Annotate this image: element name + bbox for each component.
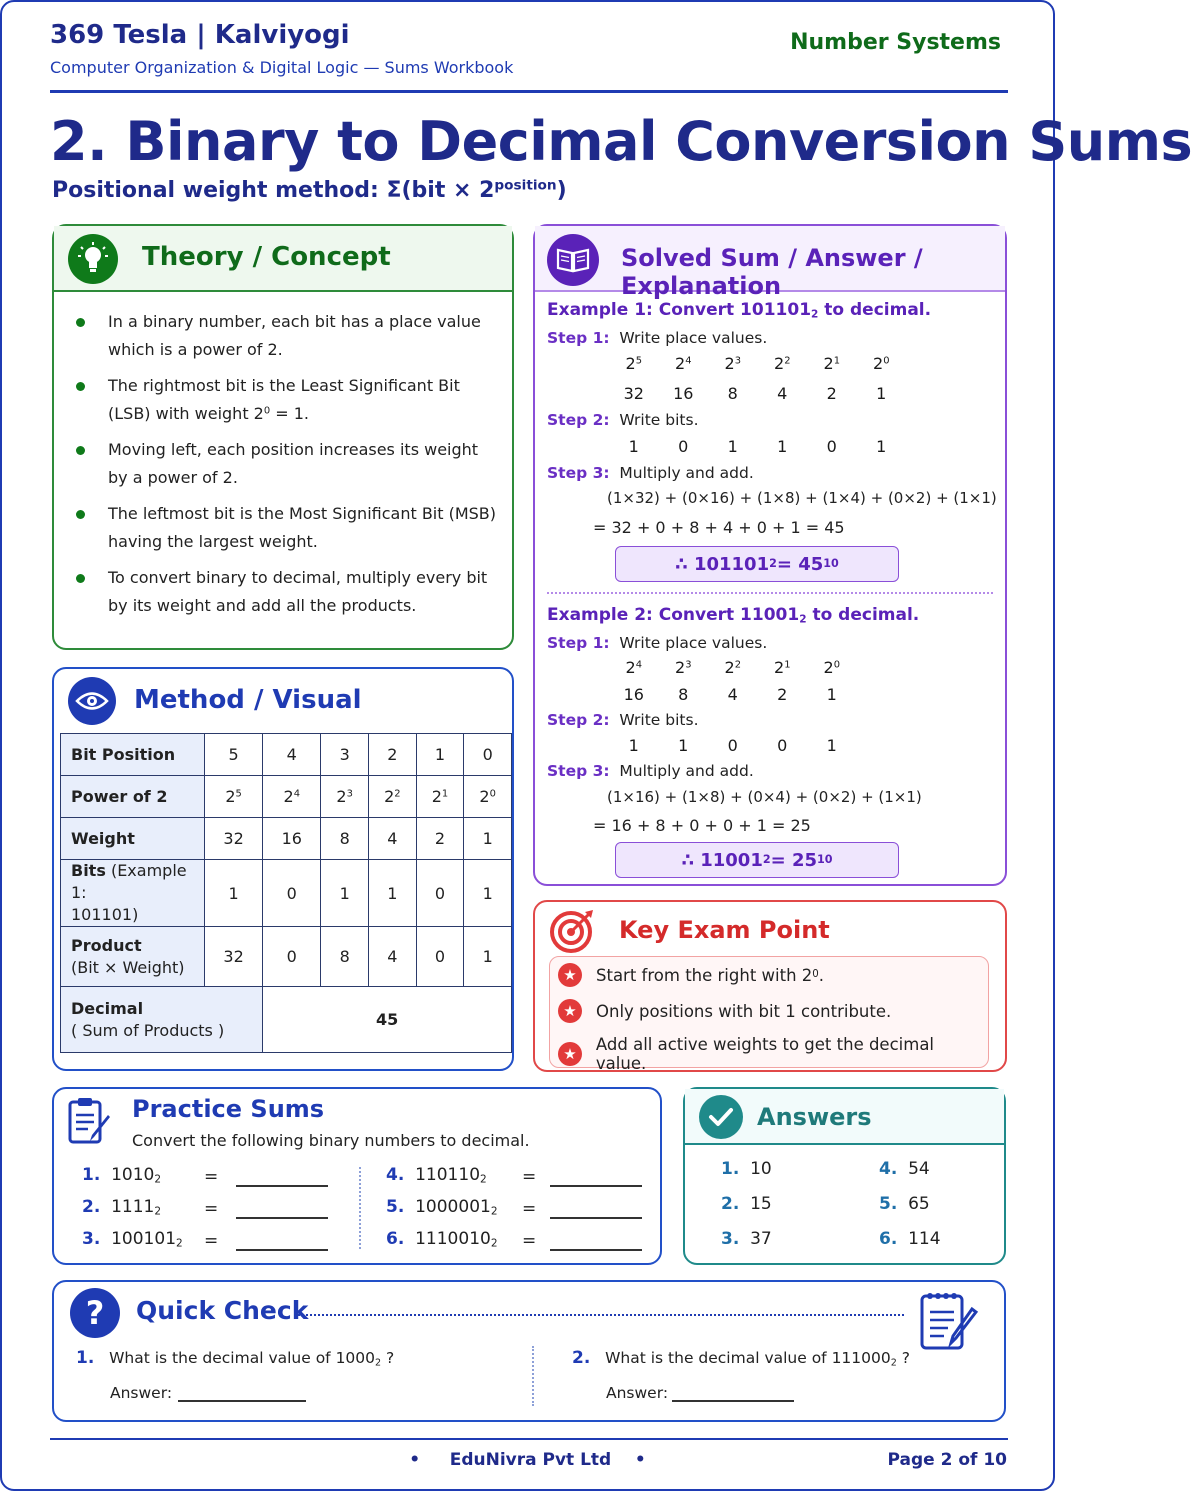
example-1-powers: [609, 354, 906, 373]
page-number: Page 2 of 10: [887, 1450, 1007, 1470]
answer-item: 1. 10: [721, 1159, 772, 1179]
answer-item: 4. 54: [879, 1159, 930, 1179]
bit-cell: 1: [628, 736, 639, 755]
theory-list: [82, 308, 502, 628]
star-icon: ★: [558, 1042, 582, 1066]
decimal-result: 45: [263, 987, 512, 1053]
bit-cell: 1: [876, 437, 887, 456]
quick-divider: [532, 1346, 534, 1406]
equals-sign: =: [522, 1167, 537, 1187]
table-cell: 1: [464, 860, 512, 927]
table-cell: $2^0$: [464, 776, 512, 818]
example-2-weights: [609, 685, 857, 704]
table-cell: $2^3$: [321, 776, 369, 818]
heading-dotted-line: [298, 1314, 904, 1316]
brand-subtitle: Computer Organization & Digital Logic — Sums Workbook: [50, 58, 514, 77]
example-2-title: Example 2: Convert $11001_2$ to decimal.: [547, 605, 920, 626]
example-1-answer: ∴ 101101 2 = 45 10: [615, 546, 899, 582]
practice-item: 1. $1010_2$: [82, 1165, 162, 1186]
example-1-title: Example 1: Convert $101101_2$ to decimal.: [547, 300, 932, 321]
weight-cell: 4: [727, 685, 738, 704]
answer-label: Answer:: [110, 1384, 173, 1402]
header-divider: [50, 90, 1008, 93]
method-heading: Method / Visual: [134, 685, 362, 715]
key-exam-card: [533, 900, 1007, 1072]
example-1-step-2: Step 2: Write bits.: [547, 411, 699, 429]
table-cell: 32: [205, 818, 263, 860]
row-label: Power of 2: [61, 776, 205, 818]
table-cell: $2^1$: [416, 776, 464, 818]
theory-card: [52, 224, 514, 650]
example-1-bits: [609, 437, 906, 456]
table-cell: 4: [263, 734, 321, 776]
table-cell: 4: [369, 927, 417, 987]
method-card: [52, 667, 514, 1071]
table-cell: 1: [321, 860, 369, 927]
answer-item: 5. 65: [879, 1194, 930, 1214]
answer-item: 6. 114: [879, 1229, 941, 1249]
example-2-bits: [609, 736, 857, 755]
star-icon: ★: [558, 963, 582, 987]
equals-sign: =: [204, 1231, 219, 1251]
table-cell: $2^4$: [263, 776, 321, 818]
power-cell: $2^4$: [675, 354, 692, 373]
answer-item: 3. 37: [721, 1229, 772, 1249]
answer-blank[interactable]: [672, 1400, 794, 1402]
quick-check-card: [52, 1280, 1006, 1422]
table-row: [61, 818, 512, 860]
theory-point: The rightmost bit is the Least Significant Bit (LSB) with weight $2^0 = 1$.: [82, 372, 502, 428]
power-cell: $2^0$: [823, 658, 840, 677]
power-cell: $2^0$: [873, 354, 890, 373]
method-header: [54, 669, 512, 731]
practice-divider: [359, 1167, 361, 1249]
weight-cell: 4: [777, 384, 788, 403]
key-point: ★ Add all active weights to get the decimal value.: [558, 1035, 988, 1073]
bit-cell: 0: [777, 736, 788, 755]
row-label: Decimal ( Sum of Products ): [61, 987, 263, 1053]
example-1-step-1: Step 1: Write place values.: [547, 329, 768, 347]
power-cell: $2^3$: [724, 354, 741, 373]
row-label: Bit Position: [61, 734, 205, 776]
table-row: [61, 860, 512, 927]
key-point: ★ Only positions with bit 1 contribute.: [558, 999, 891, 1023]
table-cell: 1: [464, 818, 512, 860]
bit-cell: 0: [727, 736, 738, 755]
weight-cell: 2: [826, 384, 837, 403]
row-label: Product (Bit × Weight): [61, 927, 205, 987]
practice-instruction: Convert the following binary numbers to decimal.: [132, 1131, 530, 1150]
row-label: Weight: [61, 818, 205, 860]
practice-item: 2. $1111_2$: [82, 1197, 162, 1218]
weight-cell: 32: [623, 384, 644, 403]
quick-check-heading: Quick Check: [136, 1296, 309, 1325]
weight-cell: 1: [826, 685, 837, 704]
table-cell: 8: [321, 818, 369, 860]
example-1-sum: = 32 + 0 + 8 + 4 + 0 + 1 = 45: [593, 518, 845, 537]
power-cell: $2^5$: [625, 354, 642, 373]
example-1-step-3: Step 3: Multiply and add.: [547, 464, 754, 482]
example-2-step-1: Step 1: Write place values.: [547, 634, 768, 652]
table-cell: 1: [369, 860, 417, 927]
practice-item: 4. $110110_2$: [386, 1165, 487, 1186]
example-2-answer: ∴ 11001 2 = 25 10: [615, 842, 899, 878]
theory-point: Moving left, each position increases its weight by a power of 2.: [82, 436, 502, 492]
example-1-weights: [609, 384, 906, 403]
target-icon: [549, 908, 595, 954]
answer-item: 2. 15: [721, 1194, 772, 1214]
example-2-expression: (1×16) + (1×8) + (0×4) + (0×2) + (1×1): [607, 788, 922, 806]
answer-blank[interactable]: [550, 1217, 642, 1219]
table-cell: 5: [205, 734, 263, 776]
table-row: [61, 776, 512, 818]
table-cell: 2: [416, 818, 464, 860]
topic-label: Number Systems: [790, 30, 1001, 55]
answer-blank[interactable]: [236, 1217, 328, 1219]
footer-divider: [50, 1438, 1008, 1440]
table-cell: 8: [321, 927, 369, 987]
lightbulb-icon: [68, 234, 118, 284]
table-cell: 2: [369, 734, 417, 776]
answer-blank[interactable]: [178, 1400, 306, 1402]
solved-heading: Solved Sum / Answer / Explanation: [621, 244, 923, 300]
solved-card: [533, 224, 1007, 886]
example-2-step-3: Step 3: Multiply and add.: [547, 762, 754, 780]
table-cell: 3: [321, 734, 369, 776]
power-cell: $2^1$: [823, 354, 840, 373]
power-cell: $2^4$: [625, 658, 642, 677]
example-2-powers: [609, 658, 857, 677]
weight-cell: 1: [876, 384, 887, 403]
example-divider: [547, 592, 993, 594]
answers-card: [683, 1087, 1006, 1265]
answer-blank[interactable]: [236, 1249, 328, 1251]
theory-header: [54, 226, 512, 292]
notepad-icon: [918, 1288, 980, 1352]
key-point: ★ Start from the right with 2 0 .: [558, 963, 824, 987]
eye-icon: [68, 677, 116, 725]
weight-cell: 2: [777, 685, 788, 704]
answers-heading: Answers: [757, 1103, 872, 1131]
bit-cell: 1: [727, 437, 738, 456]
bit-cell: 1: [628, 437, 639, 456]
theory-point: To convert binary to decimal, multiply every bit by its weight and add all the products.: [82, 564, 502, 620]
bit-cell: 0: [826, 437, 837, 456]
table-cell: $2^2$: [369, 776, 417, 818]
practice-card: [52, 1087, 662, 1265]
answers-header: [685, 1089, 1004, 1145]
weight-cell: 8: [678, 685, 689, 704]
method-table: [60, 733, 512, 1053]
question-icon: ?: [70, 1288, 120, 1338]
page-subtitle: Positional weight method: $\Sigma(bit \times 2^{position})$: [52, 177, 567, 203]
answer-label: Answer:: [606, 1384, 669, 1402]
theory-heading: Theory / Concept: [142, 242, 391, 272]
bit-cell: 1: [777, 437, 788, 456]
bit-cell: 0: [678, 437, 689, 456]
key-points-box: [549, 956, 989, 1073]
table-cell: 0: [416, 860, 464, 927]
example-2-sum: = 16 + 8 + 0 + 0 + 1 = 25: [593, 816, 811, 835]
practice-item: 5. $1000001_2$: [386, 1197, 498, 1218]
practice-item: 3. $100101_2$: [82, 1229, 183, 1250]
table-row: [61, 734, 512, 776]
clipboard-icon: [66, 1095, 116, 1147]
brand-title: 369 Tesla | Kalviyogi: [50, 20, 350, 50]
table-cell: 1: [464, 927, 512, 987]
bit-cell: 1: [826, 736, 837, 755]
table-cell: 16: [263, 818, 321, 860]
key-heading: Key Exam Point: [619, 916, 830, 944]
weight-cell: 8: [727, 384, 738, 403]
star-icon: ★: [558, 999, 582, 1023]
equals-sign: =: [522, 1199, 537, 1219]
row-label: Bits (Example 1: 101101): [61, 860, 205, 927]
weight-cell: 16: [673, 384, 694, 403]
book-icon: [547, 234, 599, 286]
weight-cell: 16: [623, 685, 644, 704]
footer-company: • EduNivra Pvt Ltd •: [409, 1450, 646, 1470]
equals-sign: =: [522, 1231, 537, 1251]
bit-cell: 1: [678, 736, 689, 755]
solved-header: [535, 226, 1005, 300]
quick-question: 1. What is the decimal value of $1000_2$ ?: [76, 1348, 395, 1369]
table-cell: 1: [205, 860, 263, 927]
equals-sign: =: [204, 1167, 219, 1187]
power-cell: $2^2$: [774, 354, 791, 373]
example-2-step-2: Step 2: Write bits.: [547, 711, 699, 729]
page-title: 2. Binary to Decimal Conversion Sums: [50, 110, 1192, 173]
table-cell: $2^5$: [205, 776, 263, 818]
table-row: [61, 987, 512, 1053]
table-cell: 0: [464, 734, 512, 776]
table-cell: 32: [205, 927, 263, 987]
practice-heading: Practice Sums: [132, 1095, 325, 1123]
theory-point: In a binary number, each bit has a place value which is a power of 2.: [82, 308, 502, 364]
practice-item: 6. $1110010_2$: [386, 1229, 498, 1250]
check-icon: [699, 1095, 743, 1139]
table-cell: 4: [369, 818, 417, 860]
example-1-expression: (1×32) + (0×16) + (1×8) + (1×4) + (0×2) + (1×1): [607, 489, 997, 507]
theory-point: The leftmost bit is the Most Significant Bit (MSB) having the largest weight.: [82, 500, 502, 556]
power-cell: $2^3$: [675, 658, 692, 677]
table-cell: 0: [263, 927, 321, 987]
answer-blank[interactable]: [550, 1185, 642, 1187]
answer-blank[interactable]: [550, 1249, 642, 1251]
table-cell: 1: [416, 734, 464, 776]
table-row: [61, 927, 512, 987]
power-cell: $2^1$: [774, 658, 791, 677]
power-cell: $2^2$: [724, 658, 741, 677]
quick-question: 2. What is the decimal value of $111000_2$ ?: [572, 1348, 911, 1369]
table-cell: 0: [416, 927, 464, 987]
equals-sign: =: [204, 1199, 219, 1219]
table-cell: 0: [263, 860, 321, 927]
answer-blank[interactable]: [236, 1185, 328, 1187]
